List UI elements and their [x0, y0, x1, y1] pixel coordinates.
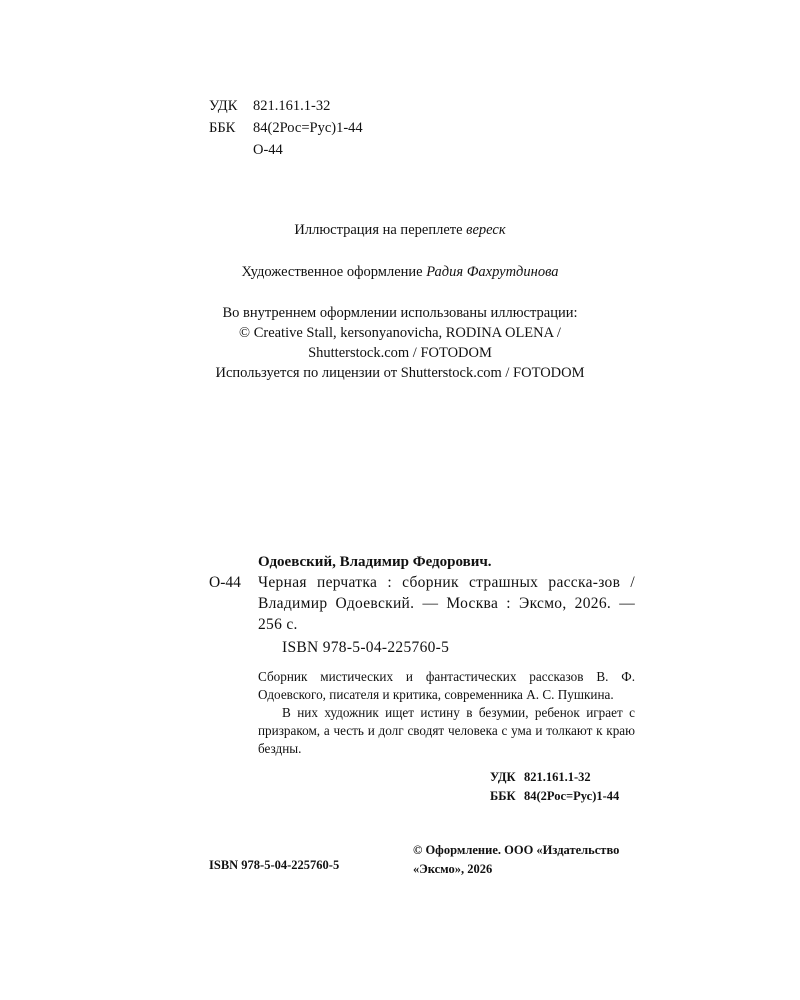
design-artist: Радия Фахрутдинова — [426, 264, 559, 280]
udk-row — [209, 95, 363, 117]
bbk-value: 84(2Рос=Рус)1-44 — [524, 789, 620, 803]
cover-illustration-artist: вереск — [466, 222, 506, 238]
udk-value: 821.161.1-32 — [524, 770, 591, 784]
inner-credit-line: © Creative Stall, kersonyanovicha, RODINA OLENA / — [239, 325, 561, 341]
author-mark: О-44 — [253, 142, 283, 158]
udk-value: 821.161.1-32 — [253, 98, 331, 114]
design-credit — [0, 262, 800, 282]
book-index: О-44 — [209, 574, 241, 591]
udk-label: УДК — [209, 98, 238, 114]
inner-illustration-credits — [0, 303, 800, 383]
bbk-row — [490, 787, 619, 806]
book-description: Черная перчатка : сборник страшных расска-зов / Владимир Одоевский. — Москва : Эксмо, 2026. — 256 с. — [258, 574, 635, 633]
book-author: Одоевский, Владимир Федорович. — [258, 554, 492, 570]
bbk-label: ББК — [490, 789, 516, 803]
book-annotation — [258, 668, 635, 758]
cover-illustration-credit — [0, 220, 800, 240]
bbk-label: ББК — [209, 120, 236, 136]
footer-isbn: ISBN 978-5-04-225760-5 — [209, 858, 340, 872]
inner-credit-line: Shutterstock.com / FOTODOM — [308, 345, 492, 361]
udk-row — [490, 768, 619, 787]
inner-credit-line: Во внутреннем оформлении использованы иллюстрации: — [222, 305, 578, 321]
inner-credit-line: Используется по лицензии от Shutterstock.com / FOTODOM — [215, 365, 585, 381]
udk-label: УДК — [490, 770, 516, 784]
book-isbn: ISBN 978-5-04-225760-5 — [282, 639, 450, 656]
design-prefix: Художественное оформление — [241, 264, 423, 280]
copyright-notice: © Оформление. ООО «Издательство «Эксмо», 2026 — [413, 843, 620, 876]
annotation-paragraph: Сборник мистических и фантастических рассказов В. Ф. Одоевского, писателя и критика, современника А. С. Пушкина. — [258, 669, 635, 702]
author-mark-row — [209, 139, 363, 161]
bbk-row — [209, 117, 363, 139]
bibliography-codes — [490, 768, 619, 806]
annotation-paragraph: В них художник ищет истину в безумии, ребенок играет с призраком, а честь и долг сводят человека с ума и толкают к краю бездны. — [258, 705, 635, 756]
bbk-value: 84(2Рос=Рус)1-44 — [253, 120, 363, 136]
classification-block — [209, 95, 363, 161]
cover-illustration-prefix: Иллюстрация на переплете — [294, 222, 463, 238]
